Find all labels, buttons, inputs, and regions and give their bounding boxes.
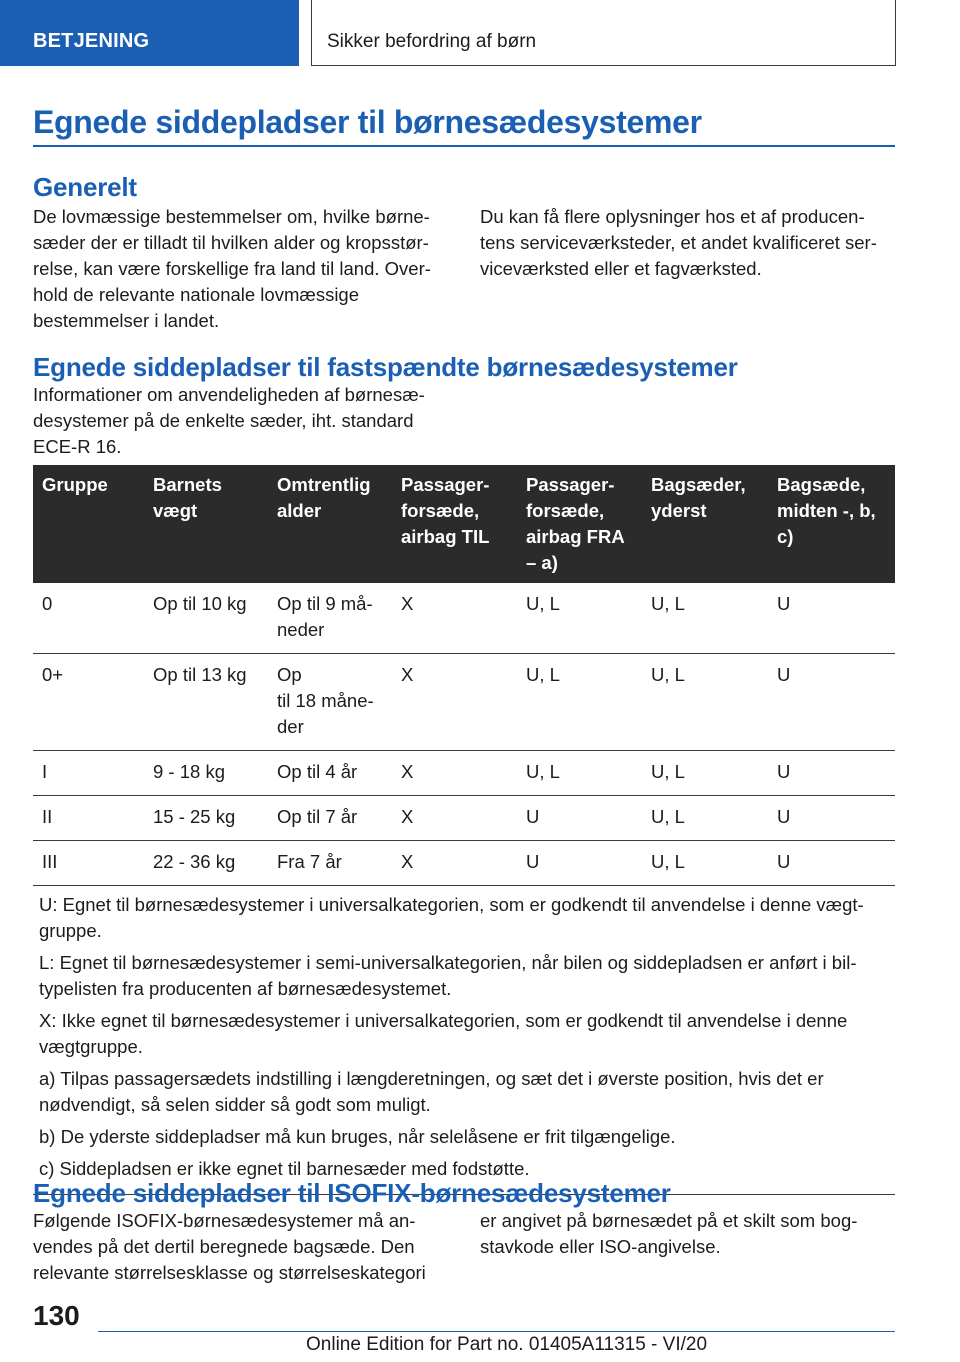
text-line: hold de relevante nationale lovmæssige: [33, 284, 360, 305]
table-cell: Op til 10 kg: [144, 583, 268, 654]
text-line: Følgende ISOFIX-børnesædesystemer må an-: [33, 1210, 416, 1231]
table-header-row: [33, 465, 895, 583]
section-label: BETJENING: [33, 30, 150, 52]
col-header-rear-middle: Bagsæde, midten -, b, c): [768, 465, 895, 583]
table-cell: 0+: [33, 654, 144, 751]
footer-divider: [98, 1331, 895, 1332]
table-cell: 0: [33, 583, 144, 654]
table-cell: U, L: [642, 841, 768, 886]
footnote-u: U: Egnet til børnesædesystemer i universalkategorien, som er godkendt til anvendelse i denne vægt- gruppe.: [39, 894, 864, 941]
table-cell: II: [33, 796, 144, 841]
table-cell: U, L: [642, 751, 768, 796]
table-cell: X: [392, 841, 517, 886]
table-cell: U: [768, 796, 895, 841]
table-cell: 9 - 18 kg: [144, 751, 268, 796]
table-cell: U, L: [517, 751, 642, 796]
general-text-left: [33, 204, 453, 334]
isofix-text-left: [33, 1208, 463, 1286]
table-cell: I: [33, 751, 144, 796]
table-cell: U: [517, 796, 642, 841]
isofix-text-right: [480, 1208, 900, 1260]
table-cell: Op til 4 år: [268, 751, 392, 796]
footnote-x: X: Ikke egnet til børnesædesystemer i universalkategorien, som er godkendt til anvendelse i denne vægtgruppe.: [39, 1010, 848, 1057]
text-line: tens serviceværksteder, et andet kvalificeret ser-: [480, 232, 877, 253]
table-cell: U: [768, 654, 895, 751]
text-line: er angivet på børnesædet på et skilt som bog-: [480, 1210, 858, 1231]
table-cell: Op til 7 år: [268, 796, 392, 841]
fixed-intro: [33, 382, 463, 460]
text-line: ECE-R 16.: [33, 436, 122, 457]
heading-fixed-seats: Egnede siddepladser til fastspændte børnesædesystemer: [33, 352, 738, 382]
page-number: 130: [33, 1300, 80, 1331]
table-cell: Op til 18 måne- der: [268, 654, 392, 751]
table-cell: U: [768, 751, 895, 796]
table-row: [33, 841, 895, 886]
table-cell: Op til 9 må- neder: [268, 583, 392, 654]
table-row: [33, 583, 895, 654]
seat-suitability-table: [33, 465, 895, 1195]
table-cell: X: [392, 654, 517, 751]
text-line: Du kan få flere oplysninger hos et af producen-: [480, 206, 865, 227]
section-tab: [0, 0, 299, 66]
table-cell: U, L: [642, 583, 768, 654]
text-line: bestemmelser i landet.: [33, 310, 220, 331]
text-line: desystemer på de enkelte sæder, iht. standard: [33, 410, 414, 431]
text-line: sæder der er tilladt til hvilken alder og kropsstør-: [33, 232, 429, 253]
table-cell: Op til 13 kg: [144, 654, 268, 751]
text-line: relevante størrelsesklasse og størrelseskategori: [33, 1262, 426, 1283]
col-header-front-airbag-on: Passager- forsæde, airbag TIL: [392, 465, 517, 583]
footnote-c: c) Siddepladsen er ikke egnet til barnesæder med fodstøtte.: [39, 1158, 530, 1179]
table-row: [33, 751, 895, 796]
footnote-l: L: Egnet til børnesædesystemer i semi-universalkategorien, når bilen og siddepladsen er anført i bil- typelisten fra producenten af børnesædesystemet.: [39, 952, 857, 999]
text-line: Informationer om anvendeligheden af børnesæ-: [33, 384, 425, 405]
col-header-weight: Barnets vægt: [144, 465, 268, 583]
page-title: Egnede siddepladser til børnesædesystemer: [33, 104, 702, 140]
table-cell: Fra 7 år: [268, 841, 392, 886]
col-header-group: Gruppe: [33, 465, 144, 583]
footnote-b: b) De yderste siddepladser må kun bruges, når selelåsene er frit tilgængelige.: [39, 1126, 676, 1147]
text-line: vendes på det dertil beregnede bagsæde. Den: [33, 1236, 415, 1257]
table-cell: U, L: [642, 796, 768, 841]
text-line: De lovmæssige bestemmelser om, hvilke børne-: [33, 206, 430, 227]
heading-general: Generelt: [33, 172, 137, 202]
table-cell: X: [392, 796, 517, 841]
table-cell: U: [768, 841, 895, 886]
col-header-age: Omtrentlig alder: [268, 465, 392, 583]
table-cell: III: [33, 841, 144, 886]
table-row: [33, 654, 895, 751]
table-cell: U, L: [642, 654, 768, 751]
general-text-right: [480, 204, 900, 282]
footnote-a: a) Tilpas passagersædets indstilling i længderetningen, og sæt det i øverste position, hvis det er nødvendigt, så selen sidder så godt som muligt.: [39, 1068, 824, 1115]
chapter-tab: [311, 0, 896, 66]
table-cell: U, L: [517, 654, 642, 751]
table-cell: U: [517, 841, 642, 886]
text-line: viceværksted eller et fagværksted.: [480, 258, 762, 279]
col-header-front-airbag-off: Passager- forsæde, airbag FRA – a): [517, 465, 642, 583]
table-cell: U, L: [517, 583, 642, 654]
title-divider: [33, 145, 895, 147]
chapter-label: Sikker befordring af børn: [327, 31, 537, 52]
text-line: stavkode eller ISO-angivelse.: [480, 1236, 721, 1257]
table-cell: X: [392, 751, 517, 796]
text-line: relse, kan være forskellige fra land til land. Over-: [33, 258, 431, 279]
table-cell: X: [392, 583, 517, 654]
table-footnotes-row: [33, 886, 895, 1195]
table-row: [33, 796, 895, 841]
edition-note: Online Edition for Part no. 01405A11315 - VI/20: [306, 1334, 708, 1355]
table-cell: U: [768, 583, 895, 654]
col-header-rear-outer: Bagsæder, yderst: [642, 465, 768, 583]
table-cell: 15 - 25 kg: [144, 796, 268, 841]
heading-isofix: Egnede siddepladser til ISOFIX-børnesædesystemer: [33, 1178, 671, 1208]
table-cell: 22 - 36 kg: [144, 841, 268, 886]
table-footnotes: [33, 886, 895, 1195]
